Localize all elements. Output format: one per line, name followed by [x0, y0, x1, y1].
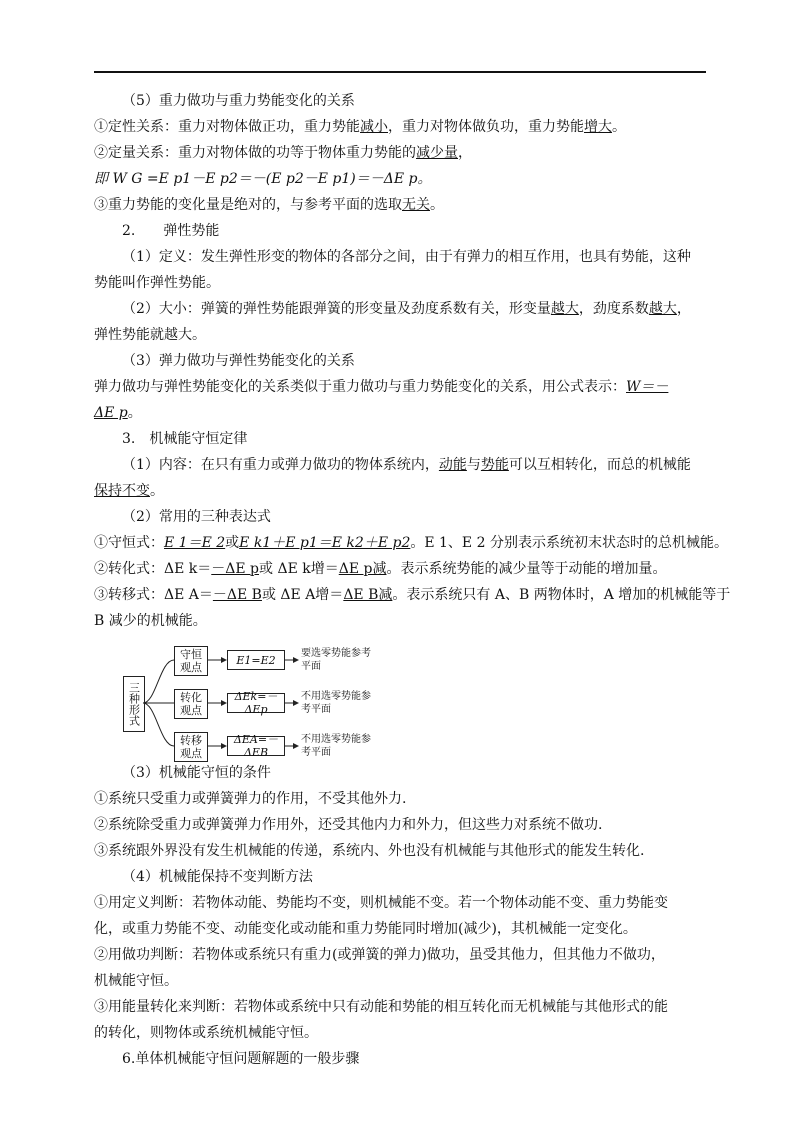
text: 。 [612, 119, 626, 135]
diagram-formula-transfer: ΔEA=－ΔEB [227, 736, 285, 756]
condition-1 [94, 786, 706, 812]
text: （2）常用的三种表达式 [122, 509, 271, 525]
answer-underlined: 减小 [360, 119, 388, 135]
text: ②用做功判断：若物体或系统只有重力(或弹簧的弹力)做功，虽受其他力，但其他力不做功， [94, 947, 665, 963]
answer-underlined: 无关 [402, 197, 430, 213]
answer-underlined: －ΔE B [212, 587, 262, 603]
answer-underlined: 势能 [480, 457, 509, 473]
text: 或 ΔE A增＝ [261, 587, 344, 603]
diagram-root: 三种形式 [123, 676, 145, 732]
diagram-note-conservation: 要选零势能参考平面 [301, 648, 371, 672]
text: ③系统跟外界没有发生机械能的传递，系统内、外也没有机械能与其他形式的能发生转化. [94, 843, 645, 859]
text: 或 ΔE k增＝ [259, 561, 339, 577]
diagram-formula-conservation: E1=E2 [227, 650, 285, 670]
text: （3）机械能守恒的条件 [122, 765, 271, 781]
text: ②转化式：ΔE k＝ [94, 561, 212, 577]
text: （2）大小：弹簧的弹性势能跟弹簧的形变量及劲度系数有关，形变量 [122, 301, 551, 317]
text: 。表示系统势能的减少量等于动能的增加量。 [386, 561, 667, 577]
formula-gravity-work [94, 166, 706, 192]
text: ①守恒式： [94, 535, 164, 551]
heading-elastic-work [94, 348, 706, 374]
text: 势能叫作弹性势能。 [94, 275, 220, 291]
answer-underlined: －ΔE p [211, 561, 260, 577]
text: （5）重力做功与重力势能变化的关系 [122, 93, 355, 109]
answer-underlined: 增大 [584, 119, 612, 135]
paragraph-conservation-content [94, 452, 706, 478]
answer-underlined: 越大 [550, 301, 579, 317]
answer-underlined: E 1＝E 2 [164, 535, 226, 551]
paragraph-elastic-size-cont [94, 322, 706, 348]
method-3 [94, 994, 706, 1020]
text: ②系统除受重力或弹簧弹力作用外，还受其他内力和外力，但这些力对系统不做功. [94, 817, 603, 833]
diagram-view-transform: 转化观点 [174, 689, 208, 719]
three-forms-diagram [94, 640, 706, 760]
paragraph-absolute-change [94, 192, 706, 218]
text: 3. 机械能守恒定律 [122, 431, 248, 447]
heading-gravity-work [94, 88, 706, 114]
paragraph-elastic-definition [94, 244, 706, 270]
text: ， [458, 145, 472, 161]
text: 机械能守恒。 [94, 973, 178, 989]
heading-conservation-conditions [94, 760, 706, 786]
method-3-cont [94, 1020, 706, 1046]
paragraph-elastic-work-cont [94, 400, 706, 426]
condition-2 [94, 812, 706, 838]
diagram-note-transform: 不用选零势能参考平面 [301, 691, 371, 715]
answer-underlined: ΔE p [94, 405, 128, 421]
answer-underlined: W＝－ [626, 379, 669, 395]
text: 可以互相转化，而总的机械能 [508, 457, 691, 473]
text: 。 [430, 197, 444, 213]
text: B 减少的机械能。 [94, 613, 207, 629]
text: （1）内容：在只有重力或弹力做功的物体系统内， [122, 457, 439, 473]
diagram-note-transfer: 不用选零势能参考平面 [301, 734, 371, 758]
document-body [94, 88, 731, 1072]
paragraph-qualitative [94, 114, 706, 140]
heading-judgement-methods [94, 864, 706, 890]
paragraph-conservation-content-cont [94, 478, 706, 504]
paragraph-transfer-form-cont [94, 608, 706, 634]
text: 。 [127, 405, 142, 421]
paragraph-elastic-definition-cont [94, 270, 706, 296]
header-rule [94, 71, 706, 73]
text: 弹力做功与弹性势能变化的关系类似于重力做功与重力势能变化的关系，用公式表示： [94, 379, 626, 395]
arrow-head [293, 743, 299, 749]
brace-top [143, 660, 174, 703]
section-heading-elastic [94, 218, 706, 244]
text: 化，或重力势能不变、动能变化或动能和重力势能同时增加(减少)，其机械能一定变化。 [94, 921, 637, 937]
paragraph-conservation-form [94, 530, 728, 556]
arrow-head [293, 657, 299, 663]
method-2 [94, 942, 706, 968]
arrow-head [293, 700, 299, 706]
section-heading-steps [94, 1046, 706, 1072]
formula: 即 W G =E p1－E p2＝－(E p2－E p1)＝－ΔE p。 [94, 171, 432, 187]
text: 或 [225, 535, 240, 551]
diagram-view-conservation: 守恒观点 [174, 646, 208, 676]
text: ，劲度系数 [578, 301, 649, 317]
text: 弹性势能就越大。 [94, 327, 206, 343]
answer-underlined: 保持不变 [94, 483, 150, 499]
section-heading-conservation [94, 426, 706, 452]
answer-underlined: 动能 [438, 457, 467, 473]
answer-underlined: ΔE p减 [338, 561, 387, 577]
answer-underlined: 减少量 [416, 145, 458, 161]
text: 。表示系统只有 A、B 两物体时，A 增加的机械能等于 [392, 587, 731, 603]
text: ②定量关系：重力对物体做的功等于物体重力势能的 [94, 145, 416, 161]
method-1 [94, 890, 706, 916]
text: ①系统只受重力或弹簧弹力的作用，不受其他外力. [94, 791, 407, 807]
answer-underlined: ΔE B减 [343, 587, 393, 603]
text: ③用能量转化来判断：若物体或系统中只有动能和势能的相互转化而无机械能与其他形式的能 [94, 999, 668, 1015]
paragraph-elastic-size [94, 296, 706, 322]
paragraph-transfer-form [94, 582, 731, 608]
condition-3 [94, 838, 706, 864]
diagram-view-transfer: 转移观点 [174, 732, 208, 762]
heading-three-forms [94, 504, 706, 530]
text: ①定性关系：重力对物体做正功，重力势能 [94, 119, 360, 135]
text: ，重力对物体做负功，重力势能 [388, 119, 584, 135]
method-1-cont [94, 916, 706, 942]
text: 。 [150, 483, 164, 499]
text: 2. 弹性势能 [122, 223, 220, 239]
diagram-formula-transform: ΔEk=－ΔEp [227, 693, 285, 713]
text: ， [676, 301, 691, 317]
text: 的转化，则物体或系统机械能守恒。 [94, 1025, 318, 1041]
text: 6.单体机械能守恒问题解题的一般步骤 [122, 1051, 360, 1067]
text: （1）定义：发生弹性形变的物体的各部分之间，由于有弹力的相互作用，也具有势能，这种 [122, 249, 691, 265]
text: ①用定义判断：若物体动能、势能均不变，则机械能不变。若一个物体动能不变、重力势能变 [94, 895, 668, 911]
answer-underlined: E k1＋E p1＝E k2＋E p2 [239, 535, 411, 551]
paragraph-transform-form [94, 556, 706, 582]
text: （3）弹力做功与弹性势能变化的关系 [122, 353, 355, 369]
text: ③转移式：ΔE A＝ [94, 587, 213, 603]
brace-bottom [143, 703, 174, 746]
paragraph-quantitative [94, 140, 706, 166]
text: （4）机械能保持不变判断方法 [122, 869, 313, 885]
answer-underlined: 越大 [648, 301, 677, 317]
text: 与 [466, 457, 481, 473]
paragraph-elastic-work [94, 374, 706, 400]
text: 。E 1、E 2 分别表示系统初末状态时的总机械能。 [410, 535, 728, 551]
method-2-cont [94, 968, 706, 994]
text: ③重力势能的变化量是绝对的，与参考平面的选取 [94, 197, 402, 213]
